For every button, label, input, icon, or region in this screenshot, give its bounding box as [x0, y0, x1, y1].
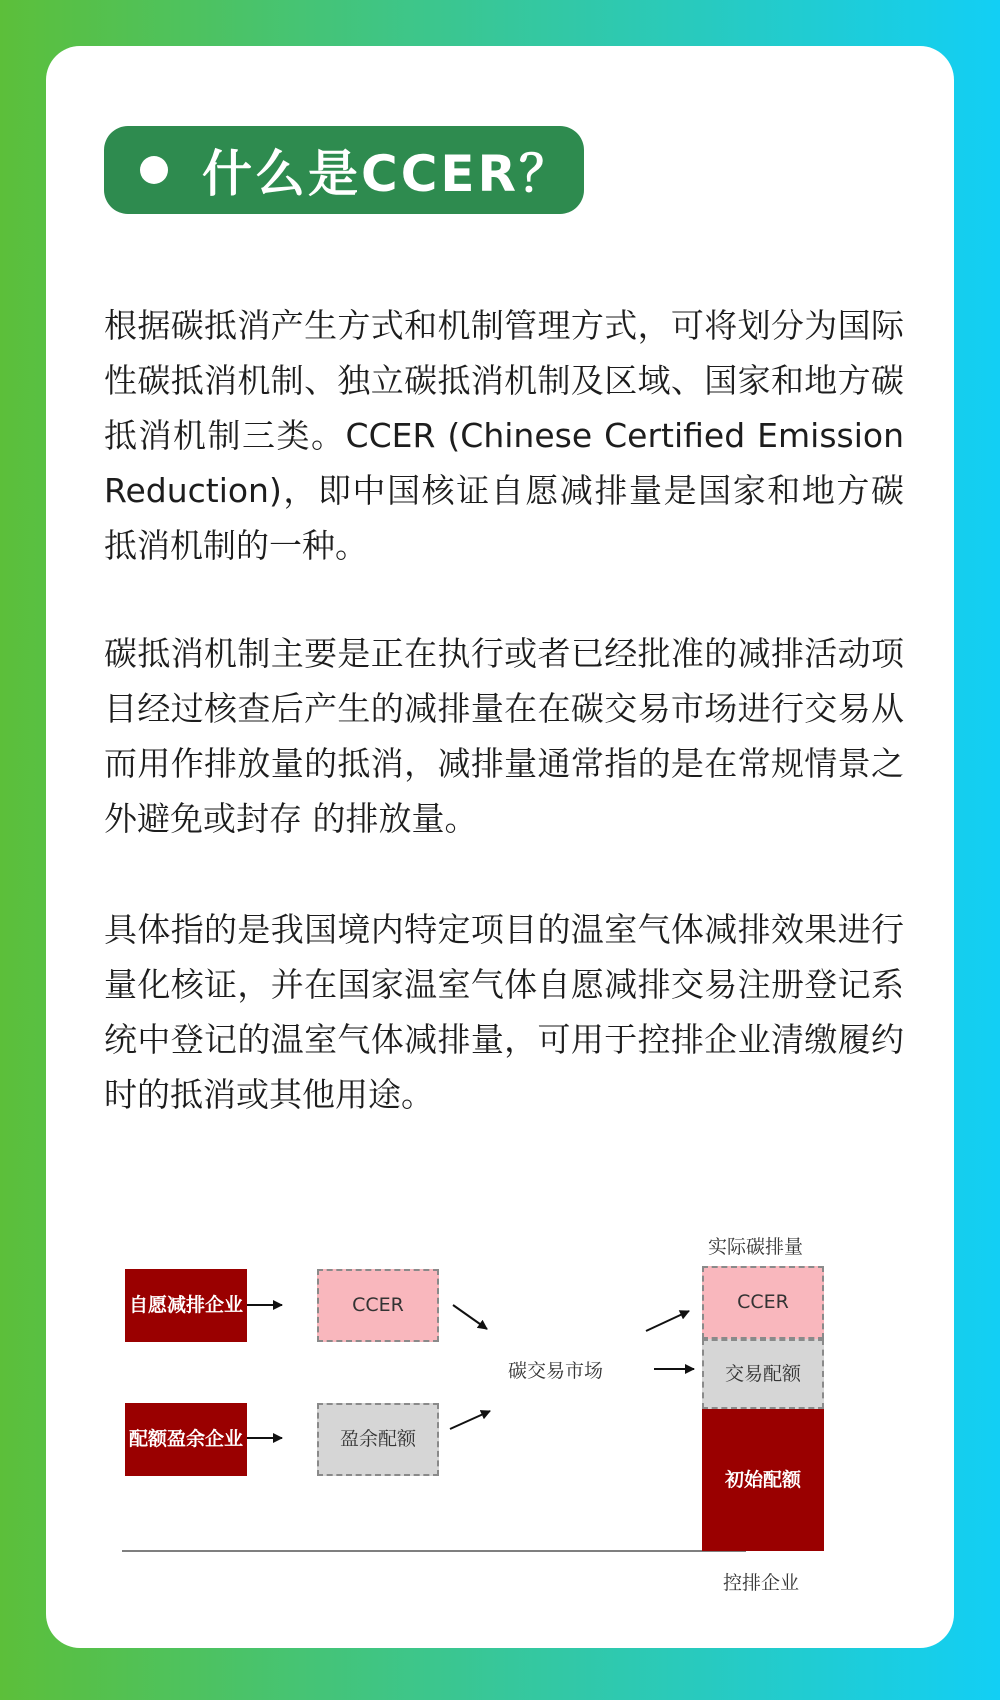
surplus-quota-box: 盈余配额 — [317, 1403, 439, 1476]
surplus-company-box: 配额盈余企业 — [125, 1403, 247, 1476]
voluntary-company-box: 自愿减排企业 — [125, 1269, 247, 1342]
paragraph-ccer-definition: 具体指的是我国境内特定项目的温室气体减排效果进行量化核证，并在国家温室气体自愿减排交易注册登记系统中登记的温室气体减排量，可用于控排企业清缴履约时的抵消或其他用途。 — [104, 910, 904, 1114]
carbon-market-label: 碳交易市场 — [508, 1360, 604, 1382]
actual-emission-label: 实际碳排量 — [708, 1236, 804, 1258]
controlled-company-label: 控排企业 — [723, 1572, 800, 1594]
bullet-dot-icon — [140, 156, 168, 184]
stack-ccer-box: CCER — [702, 1266, 824, 1339]
stack-initial-quota-box: 初始配额 — [702, 1409, 824, 1551]
paragraph-offset-mechanism: 碳抵消机制主要是正在执行或者已经批准的减排活动项目经过核查后产生的减排量在在碳交易市场进行交易从而用作排放量的抵消，减排量通常指的是在常规情景之外避免或封存 的排放量。 — [104, 634, 904, 838]
ccer-flow-diagram — [46, 46, 954, 1648]
arrow-ccer-to-market — [453, 1305, 487, 1329]
page-title: 什么是CCER？ — [202, 145, 573, 203]
arrow-market-to-stack-ccer — [646, 1311, 689, 1331]
ccer-box: CCER — [317, 1269, 439, 1342]
arrow-quota-to-market — [450, 1411, 490, 1429]
diagram-connectors — [46, 46, 954, 1648]
content-card — [46, 46, 954, 1648]
title-banner — [104, 126, 584, 214]
paragraph-classification: 根据碳抵消产生方式和机制管理方式，可将划分为国际性碳抵消机制、独立碳抵消机制及区域、国家和地方碳抵消机制三类。CCER (Chinese Certified Emission Reduction)，即中国核证自愿减排量是国家和地方碳抵消机制的一种。 — [104, 306, 904, 565]
stack-traded-quota-box: 交易配额 — [702, 1339, 824, 1409]
